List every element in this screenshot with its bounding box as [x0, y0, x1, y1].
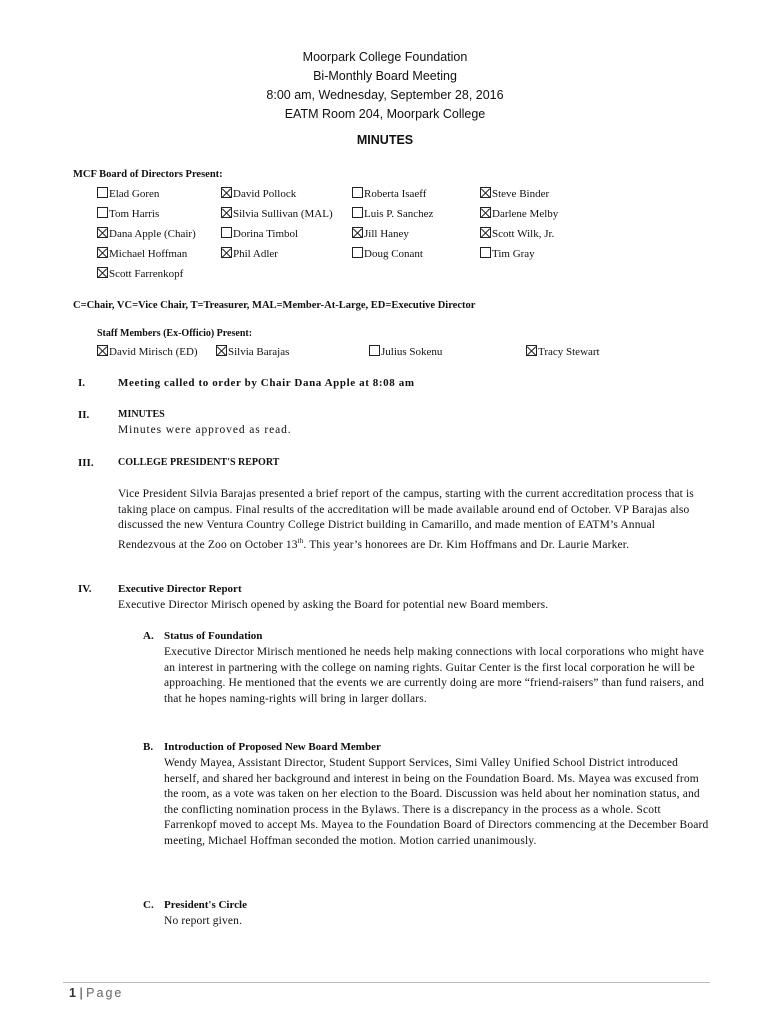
board-member-name: Doug Conant	[364, 248, 423, 260]
board-member-dana-apple-chair	[97, 227, 196, 240]
unchecked-box-icon	[369, 345, 380, 356]
subsection-status-heading: Status of Foundation	[164, 630, 263, 642]
board-member-steve-binder	[480, 187, 549, 200]
section-number: I.	[78, 377, 86, 389]
board-member-dorina-timbol	[221, 227, 298, 240]
status-of-foundation-text: Executive Director Mirisch mentioned he needs help making connections with local corporations who might have an interest in partnering with the college on naming rights. Guitar Center is the first local corporation he will be approaching. He mentioned that the events we are currently doing are more “friend-raisers” than fund raisers, and that he hopes naming-rights will bring in larger dollars.	[164, 646, 704, 705]
staff-member-julius-sokenu	[369, 345, 442, 358]
board-member-luis-p-sanchez	[352, 207, 433, 220]
staff-member-name: Julius Sokenu	[381, 346, 443, 358]
unchecked-box-icon	[97, 187, 108, 198]
section-number: IV.	[78, 583, 92, 595]
unchecked-box-icon	[221, 227, 232, 238]
section-executive-director-heading: Executive Director Report	[118, 583, 242, 595]
board-member-name: Darlene Melby	[492, 208, 559, 220]
checked-box-icon	[221, 247, 232, 258]
section-number: III.	[78, 457, 94, 469]
board-member-name: Phil Adler	[233, 248, 278, 260]
board-member-roberta-isaeff	[352, 187, 426, 200]
new-board-member-text: Wendy Mayea, Assistant Director, Student Support Services, Simi Valley Unified School District introduced herself, and shared her background and interest in being on the Foundation Board. Ms. Mayea was excused from the room, as a vote was taken on her election to the Board. Discussion was held about her nomination status, and the conflicting nomination process in the Bylaws. There is a discrepancy in the process as a whole. Scott Farrenkopf moved to accept Ms. Mayea to the Foundation Board of Directors commencing at the December Board meeting, Michael Hoffman seconded the motion. Motion carried unanimously.	[164, 757, 709, 847]
presidents-report-body-end: . This year’s honorees are Dr. Kim Hoffmans and Dr. Laurie Marker.	[303, 538, 630, 551]
board-member-david-pollock	[221, 187, 296, 200]
board-member-name: David Pollock	[233, 188, 297, 200]
roles-legend: C=Chair, VC=Vice Chair, T=Treasurer, MAL=Member-At-Large, ED=Executive Director	[73, 300, 476, 311]
checked-box-icon	[97, 227, 108, 238]
unchecked-box-icon	[352, 247, 363, 258]
board-present-label: MCF Board of Directors Present:	[73, 169, 223, 180]
page-number: 1	[69, 986, 76, 1000]
meeting-datetime: 8:00 am, Wednesday, September 28, 2016	[266, 88, 504, 102]
meeting-header	[0, 48, 770, 124]
checked-box-icon	[352, 227, 363, 238]
board-member-name: Scott Wilk, Jr.	[492, 228, 555, 240]
board-member-scott-farrenkopf	[97, 267, 183, 280]
board-member-name: Dorina Timbol	[233, 228, 299, 240]
page-label: Page	[86, 986, 124, 1000]
board-member-darlene-melby	[480, 207, 558, 220]
subsection-letter: A.	[143, 630, 154, 642]
section-minutes-text: Minutes were approved as read.	[118, 424, 292, 436]
page-footer	[69, 986, 123, 1000]
staff-member-name: David Mirisch (ED)	[109, 346, 198, 358]
unchecked-box-icon	[352, 187, 363, 198]
checked-box-icon	[97, 247, 108, 258]
executive-director-text: Executive Director Mirisch opened by asking the Board for potential new Board members.	[118, 599, 549, 611]
board-member-name: Luis P. Sanchez	[364, 208, 434, 220]
staff-member-name: Silvia Barajas	[228, 346, 290, 358]
checked-box-icon	[221, 207, 232, 218]
board-member-jill-haney	[352, 227, 409, 240]
board-member-name: Scott Farrenkopf	[109, 268, 184, 280]
document-title: MINUTES	[356, 133, 414, 147]
board-member-elad-goren	[97, 187, 159, 200]
board-member-name: Michael Hoffman	[109, 248, 188, 260]
board-member-tom-harris	[97, 207, 159, 220]
board-member-michael-hoffman	[97, 247, 187, 260]
subsection-new-member-heading: Introduction of Proposed New Board Member	[164, 741, 381, 753]
checked-box-icon	[480, 227, 491, 238]
board-member-tim-gray	[480, 247, 535, 260]
checked-box-icon	[480, 207, 491, 218]
board-member-name: Tim Gray	[492, 248, 535, 260]
presidents-report-text	[118, 487, 698, 553]
checked-box-icon	[221, 187, 232, 198]
presidents-report-body: Vice President Silvia Barajas presented a brief report of the campus, starting with the current accreditation process that is taking place on campus. Final results of the accreditation will be made available around end of October. VP Barajas also discussed the new Ventura Country College District building in Camarillo, and made mention of EATM’s Annual Rendezvous at the Zoo on October 13	[118, 488, 694, 551]
unchecked-box-icon	[97, 207, 108, 218]
checked-box-icon	[97, 267, 108, 278]
presidents-circle-text: No report given.	[164, 915, 243, 927]
board-member-name: Elad Goren	[109, 188, 160, 200]
checked-box-icon	[480, 187, 491, 198]
staff-member-silvia-barajas	[216, 345, 289, 358]
staff-present-label: Staff Members (Ex-Officio) Present:	[97, 328, 253, 339]
board-member-name: Silvia Sullivan (MAL)	[233, 208, 333, 220]
board-member-doug-conant	[352, 247, 423, 260]
section-call-to-order: Meeting called to order by Chair Dana Apple at 8:08 am	[118, 377, 415, 389]
checked-box-icon	[97, 345, 108, 356]
board-member-name: Tom Harris	[109, 208, 160, 220]
board-member-scott-wilk-jr	[480, 227, 554, 240]
subsection-letter: B.	[143, 741, 154, 753]
org-name: Moorpark College Foundation	[302, 50, 468, 64]
board-member-name: Jill Haney	[364, 228, 409, 240]
ordinal-suffix: th	[297, 536, 304, 545]
footer-divider	[63, 982, 710, 983]
board-member-silvia-sullivan-mal	[221, 207, 333, 220]
checked-box-icon	[216, 345, 227, 356]
subsection-presidents-circle-heading: President's Circle	[164, 899, 247, 911]
footer-separator: |	[79, 986, 83, 1000]
section-presidents-report-heading: COLLEGE PRESIDENT'S REPORT	[118, 457, 280, 468]
board-member-phil-adler	[221, 247, 278, 260]
meeting-location: EATM Room 204, Moorpark College	[284, 107, 486, 121]
board-member-name: Steve Binder	[492, 188, 550, 200]
section-minutes-heading: MINUTES	[118, 409, 165, 420]
staff-member-tracy-stewart	[526, 345, 600, 358]
subsection-letter: C.	[143, 899, 154, 911]
staff-member-name: Tracy Stewart	[538, 346, 600, 358]
staff-member-david-mirisch-ed	[97, 345, 198, 358]
unchecked-box-icon	[480, 247, 491, 258]
unchecked-box-icon	[352, 207, 363, 218]
checked-box-icon	[526, 345, 537, 356]
board-member-name: Dana Apple (Chair)	[109, 228, 196, 240]
section-number: II.	[78, 409, 90, 421]
board-member-name: Roberta Isaeff	[364, 188, 427, 200]
meeting-type: Bi-Monthly Board Meeting	[313, 69, 457, 83]
